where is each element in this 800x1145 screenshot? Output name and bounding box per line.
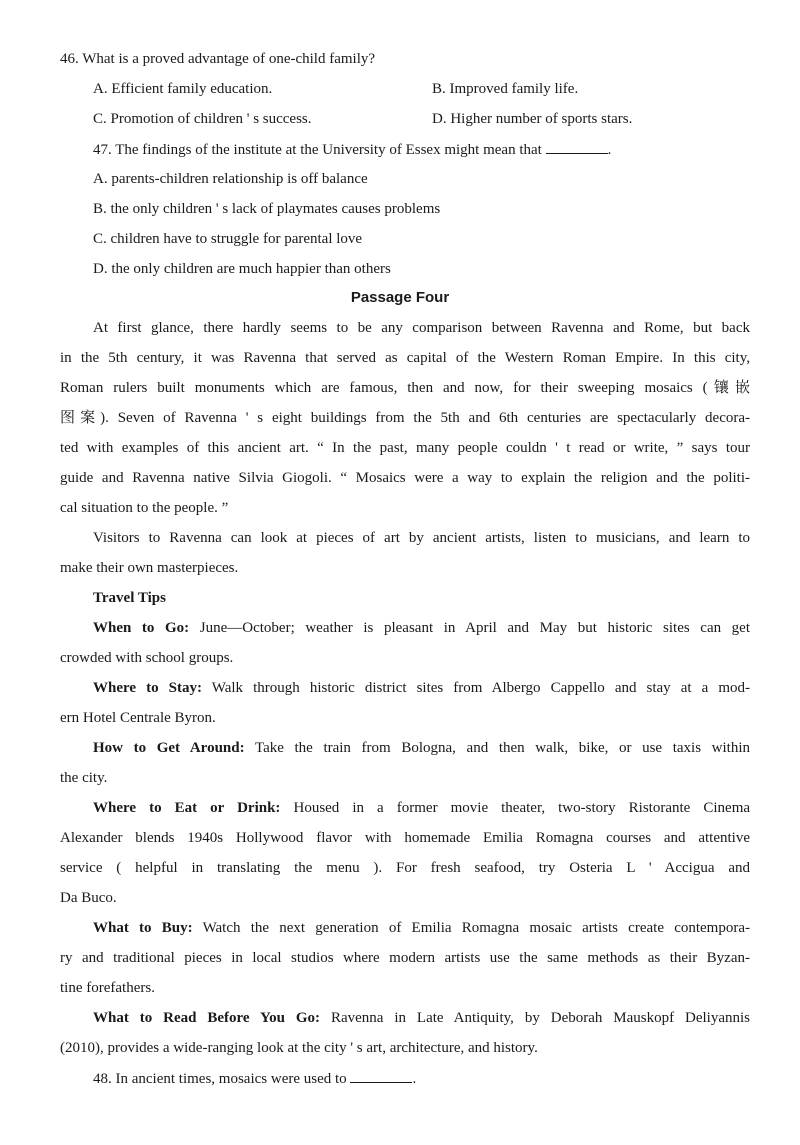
para1-line: guide and Ravenna native Silvia Giogoli. “ Mosaics were a way to explain the religion and the politi-	[60, 470, 750, 486]
tip-eat-line: Da Buco.	[60, 890, 117, 906]
tip-when-label: When to Go:	[93, 620, 190, 636]
para1-line: cal situation to the people. ”	[60, 500, 229, 516]
tip-when-line	[93, 618, 750, 638]
q48-answer-blank	[350, 1068, 412, 1083]
passage-title: Passage Four	[350, 289, 450, 306]
q46-option-b: B. Improved family life.	[432, 81, 579, 97]
para1-line: ted with examples of this ancient art. “ In the past, many people couldn ' t read or write, ” says tour	[60, 440, 750, 456]
para2-line: Visitors to Ravenna can look at pieces of art by ancient artists, listen to musicians, and learn to	[93, 530, 750, 546]
q48-stem-end: .	[412, 1071, 417, 1087]
q47-stem-end: .	[607, 142, 612, 158]
tip-stay-line: ern Hotel Centrale Byron.	[60, 710, 216, 726]
tip-stay-line	[93, 678, 750, 698]
tip-buy-line: tine forefathers.	[60, 980, 155, 996]
q47-stem	[93, 139, 750, 160]
q48-stem	[93, 1068, 750, 1089]
para1-line: At first glance, there hardly seems to be any comparison between Ravenna and Rome, but back	[93, 320, 750, 336]
travel-tips-heading: Travel Tips	[93, 590, 166, 606]
tip-stay-text: Walk through historic district sites from Albergo Cappello and stay at a mod-	[211, 680, 750, 696]
tip-buy-line	[93, 918, 750, 938]
tip-read-label: What to Read Before You Go:	[93, 1010, 321, 1026]
tip-buy-line: ry and traditional pieces in local studios where modern artists use the same methods as their Byzan-	[60, 950, 750, 966]
tip-buy-text: Watch the next generation of Emilia Romagna mosaic artists create contempora-	[202, 920, 750, 936]
q47-answer-blank	[546, 139, 608, 154]
q47-option-a: A. parents-children relationship is off balance	[93, 171, 368, 187]
tip-when-text: June—October; weather is pleasant in April and May but historic sites can get	[199, 620, 751, 636]
tip-stay-label: Where to Stay:	[93, 680, 202, 696]
q46-stem: 46. What is a proved advantage of one-child family?	[60, 51, 376, 67]
q47-stem-text: 47. The findings of the institute at the University of Essex might mean that	[93, 142, 542, 158]
para1-line: 图案). Seven of Ravenna ' s eight buildings from the 5th and 6th centuries are spectacularly decora-	[60, 410, 750, 426]
q47-option-c: C. children have to struggle for parental love	[93, 231, 363, 247]
tip-eat-line	[93, 798, 750, 818]
tip-eat-label: Where to Eat or Drink:	[93, 800, 281, 816]
q47-option-d: D. the only children are much happier than others	[93, 261, 391, 277]
tip-eat-text: Housed in a former movie theater, two-story Ristorante Cinema	[293, 800, 751, 816]
tip-when-line: crowded with school groups.	[60, 650, 234, 666]
tip-buy-label: What to Buy:	[93, 920, 193, 936]
tip-read-line	[93, 1008, 750, 1028]
para1-line: in the 5th century, it was Ravenna that served as capital of the Western Roman Empire. In this city,	[60, 350, 750, 366]
tip-read-line: (2010), provides a wide-ranging look at the city ' s art, architecture, and history.	[60, 1040, 538, 1056]
tip-around-line: the city.	[60, 770, 108, 786]
tip-around-line	[93, 738, 750, 758]
q48-stem-text: 48. In ancient times, mosaics were used to	[93, 1071, 347, 1087]
tip-eat-line: service ( helpful in translating the menu ). For fresh seafood, try Osteria L ' Accigua and	[60, 860, 750, 876]
para1-line: Roman rulers built monuments which are famous, then and now, for their sweeping mosaics (镶嵌	[60, 380, 750, 396]
tip-around-text: Take the train from Bologna, and then walk, bike, or use taxis within	[254, 740, 750, 756]
tip-eat-line: Alexander blends 1940s Hollywood flavor with homemade Emilia Romagna courses and attentive	[60, 830, 750, 846]
q46-option-c: C. Promotion of children ' s success.	[93, 111, 312, 127]
q47-option-b: B. the only children ' s lack of playmates causes problems	[93, 201, 441, 217]
tip-around-label: How to Get Around:	[93, 740, 245, 756]
q46-option-a: A. Efficient family education.	[93, 81, 273, 97]
tip-read-text: Ravenna in Late Antiquity, by Deborah Mauskopf Deliyannis	[330, 1010, 751, 1026]
q46-option-d: D. Higher number of sports stars.	[432, 111, 633, 127]
para2-line: make their own masterpieces.	[60, 560, 239, 576]
